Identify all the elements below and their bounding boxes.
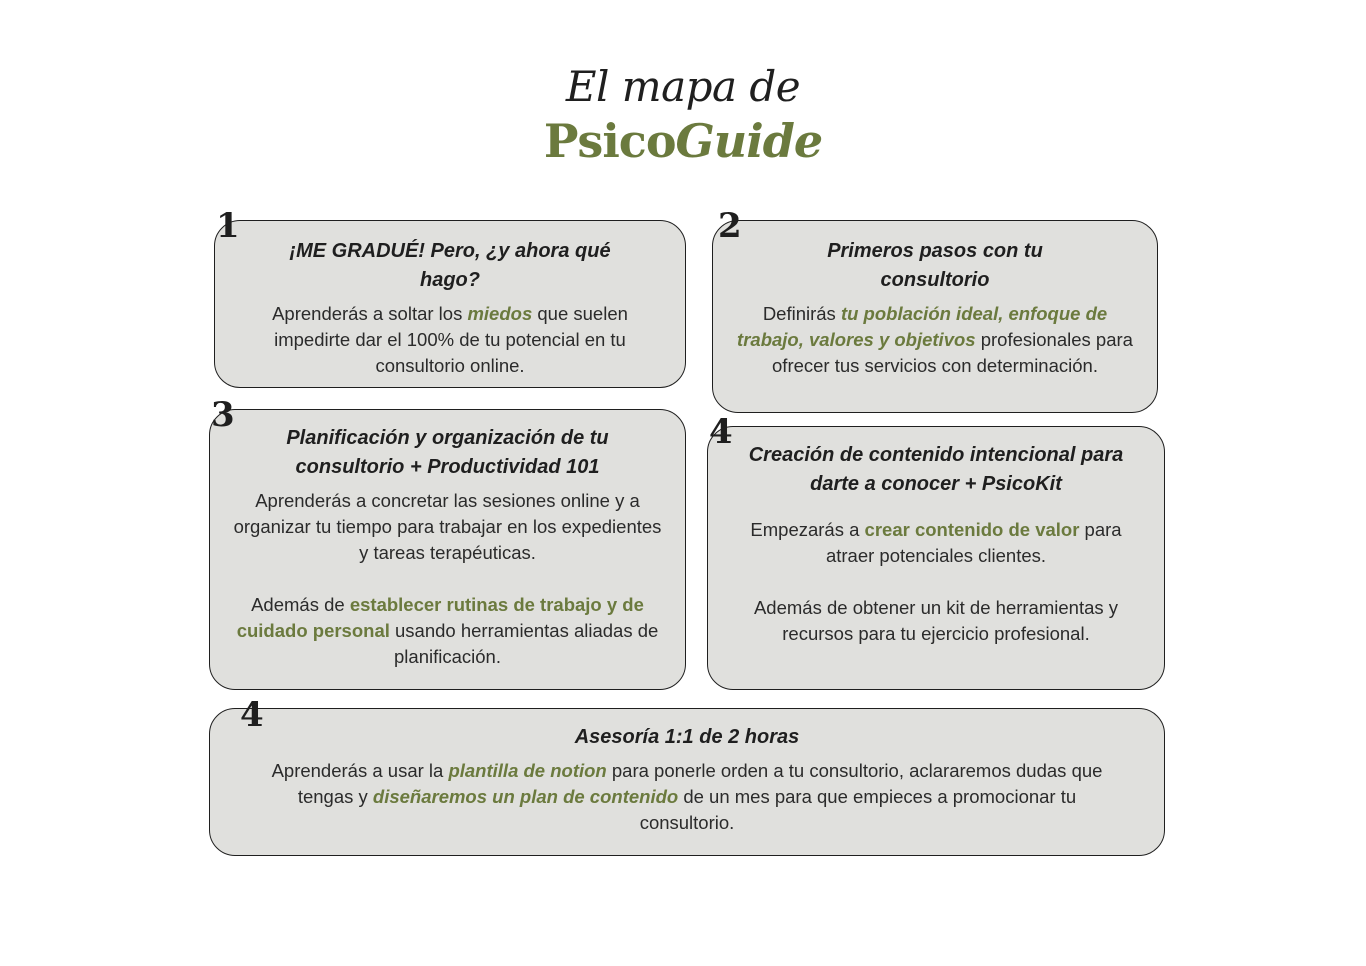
card-title: ¡ME GRADUÉ! Pero, ¿y ahora qué hago? [289, 240, 611, 291]
card-module-2 [712, 220, 1158, 413]
card-text: Empezarás a crear contenido de valor para atraer potenciales clientes. [750, 519, 1122, 566]
brand-psico: Psico [543, 114, 676, 168]
card-title: Primeros pasos con tu consultorio [827, 240, 1043, 291]
card-text: Además de obtener un kit de herramientas y recursos para tu ejercicio profesional. [753, 597, 1119, 644]
card-text: Además de establecer rutinas de trabajo y de cuidado personal usando herramientas aliadas de planificación. [236, 594, 659, 667]
card-module-5 [209, 708, 1165, 856]
highlight: establecer rutinas de trabajo y de cuidado personal [236, 594, 644, 641]
highlight: tu población ideal, enfoque de trabajo, valores y objetivos [737, 303, 1108, 350]
card-text: Aprenderás a soltar los miedos que suelen impedirte dar el 100% de tu potencial en tu consultorio online. [272, 303, 628, 376]
card-module-3 [209, 409, 686, 690]
page-title-line1: El mapa de [565, 62, 801, 111]
card-module-1 [214, 220, 686, 388]
highlight: miedos [467, 303, 533, 324]
step-number: 2 [718, 206, 742, 246]
highlight: crear contenido de valor [864, 519, 1080, 540]
card-text: Aprenderás a usar la plantilla de notion para ponerle orden a tu consultorio, aclararemos dudas que tengas y diseñaremos un plan de contenido de un mes para que empieces a promocionar tu consultorio. [271, 760, 1103, 833]
step-number: 1 [216, 206, 240, 246]
card-title: Creación de contenido intencional para darte a conocer + PsicoKit [748, 444, 1124, 495]
step-number: 3 [211, 395, 235, 435]
card-title: Planificación y organización de tu consultorio + Productividad 101 [286, 427, 609, 478]
card-module-4 [707, 426, 1165, 690]
highlight: diseñaremos un plan de contenido [372, 786, 679, 807]
step-number: 4 [709, 412, 733, 452]
card-text: Aprenderás a concretar las sesiones online y a organizar tu tiempo para trabajar en los expedientes y tareas terapéuticas. [233, 490, 662, 563]
card-title: Asesoría 1:1 de 2 horas [574, 726, 800, 748]
page-title-brand [0, 114, 1366, 168]
step-number: 4 [240, 695, 264, 735]
highlight: plantilla de notion [448, 760, 607, 781]
card-text: Definirás tu población ideal, enfoque de trabajo, valores y objetivos profesionales para ofrecer tus servicios con determinación. [737, 303, 1133, 376]
brand-guide: Guide [675, 114, 823, 168]
